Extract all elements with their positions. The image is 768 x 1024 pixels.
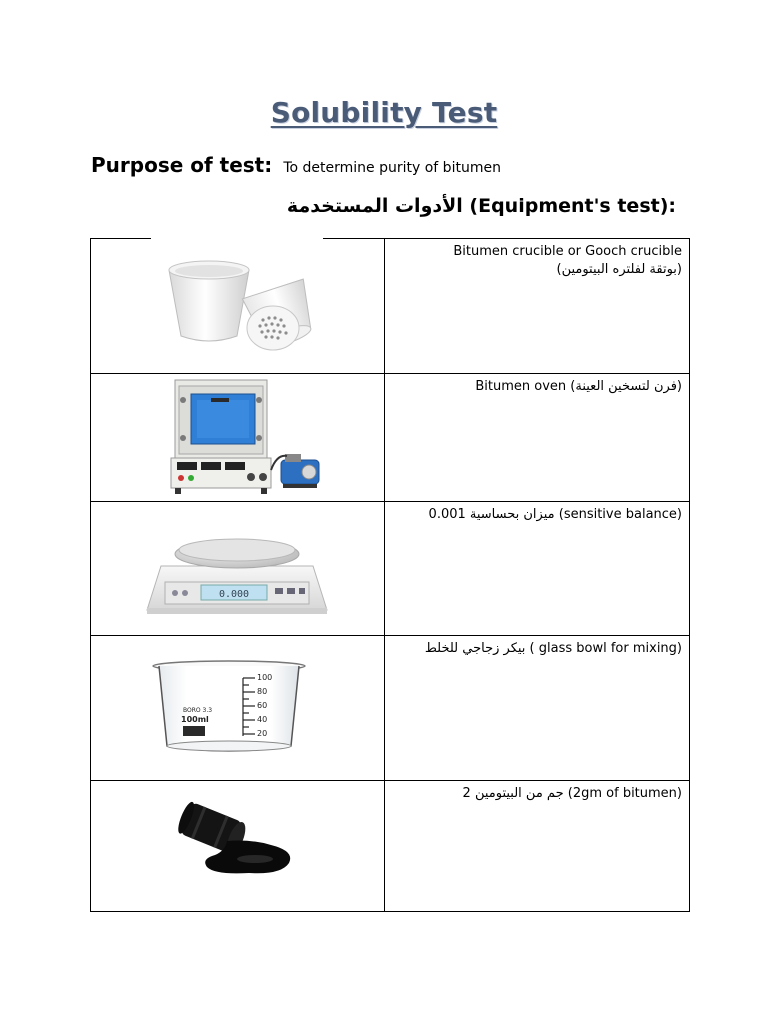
equipment-image-cell	[91, 374, 385, 502]
balance-icon	[135, 502, 339, 630]
purpose-label: Purpose of test:	[91, 153, 273, 177]
oven-icon	[145, 374, 329, 496]
equipment-description	[385, 781, 690, 912]
equipment-image-cell	[91, 636, 385, 781]
beaker-mark: 100	[257, 673, 273, 682]
table-row	[91, 781, 690, 912]
beaker-icon	[145, 636, 335, 774]
page-title: Solubility Test	[270, 96, 498, 129]
equipment-description	[385, 502, 690, 636]
description-line: Bitumen crucible or Gooch crucible	[453, 244, 682, 259]
equipment-description	[385, 636, 690, 781]
table-row	[91, 636, 690, 781]
table-row	[91, 502, 690, 636]
table-row	[91, 374, 690, 502]
equipment-image-cell	[91, 781, 385, 912]
description-line: 2 جم من البيتومين (2gm of bitumen)	[462, 786, 682, 801]
crucible-icon	[151, 238, 323, 360]
beaker-mark: 80	[257, 687, 268, 696]
balance-display: 0.000	[218, 589, 250, 600]
equipment-image-cell	[91, 502, 385, 636]
bitumen-icon	[171, 801, 303, 881]
description-line: بيكر زجاجي للخلط ( glass bowl for mixing)	[424, 641, 682, 656]
equipment-table	[90, 238, 690, 912]
description-line: ميزان بحساسية 0.001 (sensitive balance)	[428, 507, 682, 522]
table-row	[91, 239, 690, 374]
beaker-volume: 100ml	[181, 715, 209, 724]
beaker-mark: 40	[257, 715, 268, 724]
beaker-brand: BORO 3.3	[183, 707, 213, 714]
equipment-image-cell	[91, 239, 385, 374]
description-line: Bitumen oven (فرن لتسخين العينة)	[475, 379, 682, 394]
equipment-description	[385, 374, 690, 502]
description-line: (بوتقة لفلتره البيتومين)	[556, 262, 682, 277]
equipment-heading: الأدوات المستخدمة (Equipment's test):	[286, 195, 676, 217]
purpose-text: To determine purity of bitumen	[283, 160, 501, 176]
beaker-mark: 60	[257, 701, 268, 710]
equipment-description	[385, 239, 690, 374]
purpose-line	[91, 153, 501, 177]
beaker-mark: 20	[257, 729, 268, 738]
